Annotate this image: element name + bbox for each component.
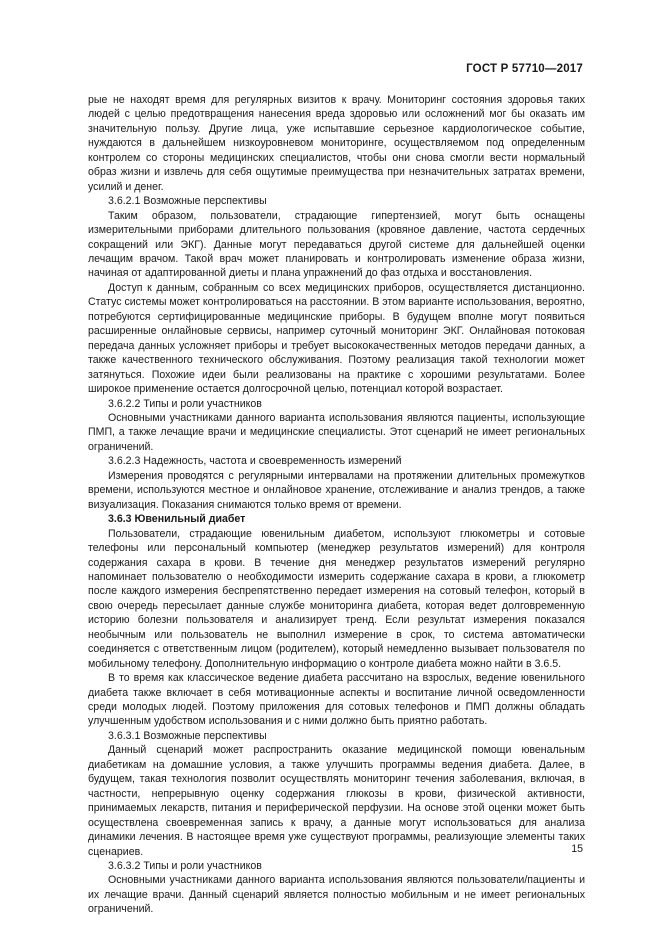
subsection-heading: 3.6.3.1 Возможные перспективы xyxy=(108,729,267,742)
document-standard-id: ГОСТ Р 57710—2017 xyxy=(466,63,583,75)
paragraph: Доступ к данным, собранным со всех медицинских приборов, осуществляется дистанционно. Статус системы может контролироваться на расстоянии. В этом варианте использования, вероятно, потребуются сертифицированные медицинские приборы. В будущем вполне могут появиться расширенные онлайновые сервисы, например суточный мониторинг ЭКГ. Онлайновая потоковая передача данных усложняет приборы и требует высококачественных методов передачи данных, а также качественного технического обслуживания. Поэтому реализация такой технологии может затянуться. Похожие идеи были реализованы на практике с хорошими результатами. Более широкое применение остается долгосрочной целью, потенциал которой возрастает. xyxy=(88,281,585,396)
paragraph: Пользователи, страдающие ювенильным диабетом, используют глюкометры и сотовые телефоны или персональный компьютер (менеджер результатов измерений) для контроля содержания сахара в крови. В течение дня менеджер результатов измерений регулярно напоминает пользователю о необходимости измерить содержание сахара в крови, а глюкометр после каждого измерения беспрепятственно передает измерения на сотовый телефон, который в свою очередь пересылает данные службе мониторинга диабета, которая ведет долговременную историю болезни пользователя и анализирует тренд. Если результат измерения показался необычным или пользователь не выполнил измерение в срок, то система автоматически соединяется с ответственным лицом (родителем), который немедленно вызывает пользователя по мобильному телефону. Дополнительную информацию о контроле диабета можно найти в 3.6.5. xyxy=(88,527,585,670)
paragraph: рые не находят время для регулярных визитов к врачу. Мониторинг состояния здоровья таких людей с целью предотвращения нанесения вреда здоровью или осложнений мог бы оказать им значительную пользу. Другие лица, уже испытавшие серьезное кардиологическое событие, нуждаются в дальнейшем низкоуровневом мониторинге, осуществляемом под определенным контролем со стороны медицинских специалистов, чтобы они снова смогли вести нормальный образ жизни и извлечь для себя ощутимые преимущества при незначительных затратах времени, усилий и денег. xyxy=(88,94,585,193)
paragraph: Основными участниками данного варианта использования являются пользователи/пациенты и их лечащие врачи. Данный сценарий является полностью мобильным и не имеет региональных ограничений. xyxy=(88,874,585,916)
subsection-heading: 3.6.2.2 Типы и роли участников xyxy=(108,397,262,410)
paragraph: Измерения проводятся с регулярными интервалами на протяжении длительных промежутков времени, используются местное и онлайновое хранение, отслеживание и анализ трендов, а также визуализация. Показания снимаются только время от времени. xyxy=(88,469,585,511)
subsection-heading: 3.6.2.3 Надежность, частота и своевременность измерений xyxy=(108,455,402,468)
page-number: 15 xyxy=(571,843,583,855)
subsection-heading: 3.6.3.2 Типы и роли участников xyxy=(108,860,262,873)
paragraph: Таким образом, пользователи, страдающие гипертензией, могут быть оснащены измерительными приборами длительного пользования (кровяное давление, частота сердечных сокращений или ЭКГ). Данные могут передаваться другой системе для дальнейшей оценки лечащим врачом. Такой врач может планировать и контролировать изменение образа жизни, начиная от адаптированной диеты и плана упражнений до фаз отдыха и восстановления. xyxy=(88,209,585,280)
section-heading: 3.6.3 Ювенильный диабет xyxy=(108,513,246,526)
document-body xyxy=(88,93,585,917)
subsection-heading: 3.6.2.1 Возможные перспективы xyxy=(108,195,267,208)
paragraph: Данный сценарий может распространить оказание медицинской помощи ювенальным диабетикам на домашние условия, а также улучшить программы ведения диабета. Далее, в будущем, такая технология позволит осуществлять мониторинг течения заболевания, включая, в частности, непрерывную оценку содержания глюкозы в крови, физической активности, принимаемых лекарств, питания и периферической перфузии. На основе этой оценки может быть осуществлена своевременная запись к врачу, а данные могут использоваться для анализа динамики лечения. В настоящее время уже существуют программы, реализующие элементы таких сценариев. xyxy=(88,744,585,858)
paragraph: В то время как классическое ведение диабета рассчитано на взрослых, ведение ювенильного диабета также включает в себя мотивационные аспекты и воспитание личной осведомленности среди молодых людей. Поэтому приложения для сотовых телефонов и ПМП должны обладать улучшенным удобством использования и с ними должно быть приятно работать. xyxy=(88,672,585,728)
paragraph: Основными участниками данного варианта использования являются пациенты, использующие ПМП, а также лечащие врачи и медицинские специалисты. Этот сценарий не имеет региональных ограничений. xyxy=(88,411,585,453)
